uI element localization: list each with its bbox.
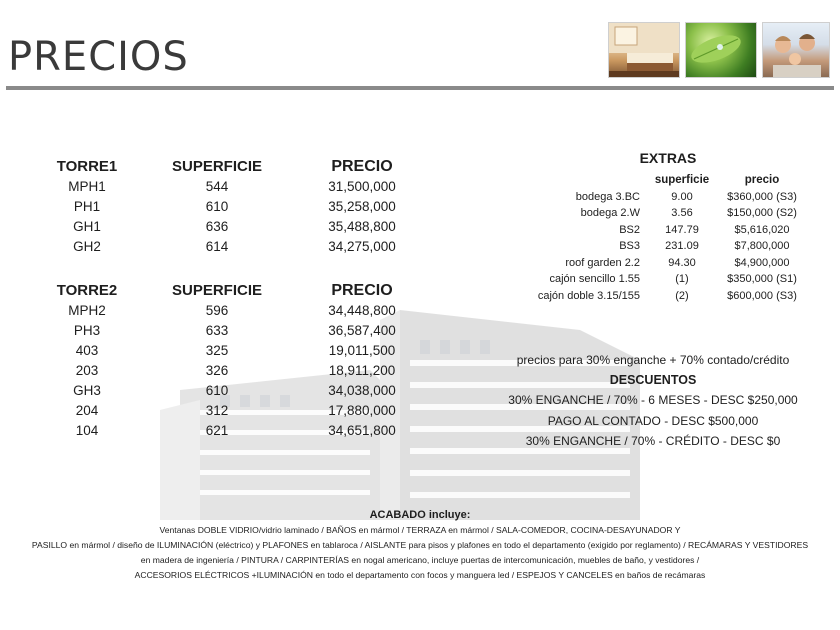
torre1-precio: 35,488,800 xyxy=(328,219,396,234)
extra-precio: $350,000 (S1) xyxy=(727,273,797,286)
torre2-precio-column xyxy=(320,281,404,441)
list-item: 30% ENGANCHE / 70% - CRÉDITO - DESC $0 xyxy=(525,434,781,448)
extra-name: BS3 xyxy=(619,240,640,253)
extra-precio: $600,000 (S3) xyxy=(727,289,797,302)
torre1-precio: 31,500,000 xyxy=(328,179,396,194)
bedroom-photo xyxy=(608,22,680,78)
list-item: 30% ENGANCHE / 70% - 6 MESES - DESC $250,000 xyxy=(508,393,798,407)
extra-superficie: 231.09 xyxy=(665,240,699,253)
extra-name: bodega 2.W xyxy=(580,207,640,220)
extra-name: roof garden 2.2 xyxy=(565,256,640,269)
torre1-superficie: 614 xyxy=(205,239,229,254)
table-row xyxy=(516,222,810,239)
extras-header-row xyxy=(516,172,810,189)
torre2-unit: 104 xyxy=(75,423,99,438)
torre2-unit: PH3 xyxy=(73,323,101,338)
extra-superficie: (1) xyxy=(675,273,689,286)
torre2-superficie: 633 xyxy=(205,323,229,338)
table-row xyxy=(516,205,810,222)
torre1-superficie: 636 xyxy=(205,219,229,234)
extra-superficie: 147.79 xyxy=(665,223,699,236)
torre2-superficie: 621 xyxy=(205,423,229,438)
torre2-unit: 204 xyxy=(75,403,99,418)
extras-header-blank xyxy=(516,172,650,189)
torre2-precio: 19,011,500 xyxy=(328,343,396,358)
torre2-superficie: 596 xyxy=(205,303,229,318)
acabado-line: ACCESORIOS ELÉCTRICOS +ILUMINACIÓN en todo el departamento con focos y manguera led / ESPEJOS Y CANCELES en baños de recámaras xyxy=(134,570,706,580)
extras-precio-header: precio xyxy=(744,174,780,187)
table-row xyxy=(516,255,810,272)
torre1-unit: MPH1 xyxy=(68,179,106,194)
extra-superficie: 9.00 xyxy=(671,190,693,203)
torre2-precio: 18,911,200 xyxy=(328,363,396,378)
extra-superficie: (2) xyxy=(675,289,689,302)
acabado-line: PASILLO en mármol / diseño de ILUMINACIÓN (eléctrico) y PLAFONES en tablaroca / AISLANTE para pisos y plafones en todo el departamento (exigido por reglamento) / RECÁMARAS Y VESTIDORES xyxy=(31,540,809,550)
table-row xyxy=(516,288,810,305)
torre2-precio: 34,651,800 xyxy=(328,423,396,438)
torre1-header: TORRE1 xyxy=(56,158,118,175)
pricing-note: precios para 30% enganche + 70% contado/crédito xyxy=(516,353,790,367)
torre2-superficie: 325 xyxy=(205,343,229,358)
torre2-superficie-header: SUPERFICIE xyxy=(172,282,263,299)
torre1-precio: 34,275,000 xyxy=(328,239,396,254)
table-row xyxy=(516,189,810,206)
extra-precio: $4,900,000 xyxy=(734,256,790,269)
torre1-unit: GH1 xyxy=(73,219,101,234)
acabado-line: en madera de ingeniería / PINTURA / CARPINTERÍAS en nogal americano, incluye puertas de intercomunicación, muebles de baño, y vestidores / xyxy=(140,555,700,565)
torre2-precio-header: PRECIO xyxy=(331,282,393,299)
descuentos-list xyxy=(500,390,806,452)
torre1-precio-column xyxy=(320,157,404,257)
torre2-precio: 36,587,400 xyxy=(328,323,396,338)
torre1-superficie-column xyxy=(172,157,262,257)
extra-precio: $150,000 (S2) xyxy=(727,207,797,220)
extra-precio: $7,800,000 xyxy=(734,240,790,253)
page-title: PRECIOS xyxy=(8,34,189,80)
extra-superficie: 3.56 xyxy=(671,207,693,220)
torre2-unit: GH3 xyxy=(73,383,101,398)
torre1-precio: 35,258,000 xyxy=(328,199,396,214)
torre1-superficie: 610 xyxy=(205,199,229,214)
torre2-unit: 203 xyxy=(75,363,99,378)
bedroom-illustration xyxy=(609,23,679,77)
torre1-name-column xyxy=(52,157,122,257)
torre2-unit: 403 xyxy=(75,343,99,358)
torre1-superficie: 544 xyxy=(205,179,229,194)
torre2-superficie: 326 xyxy=(205,363,229,378)
torre2-unit: MPH2 xyxy=(68,303,106,318)
torre1-precio-header: PRECIO xyxy=(331,158,393,175)
extras-superficie-header: superficie xyxy=(654,174,710,187)
extra-name: cajón sencillo 1.55 xyxy=(549,273,640,286)
torre2-name-column xyxy=(52,281,122,441)
extra-name: cajón doble 3.15/155 xyxy=(537,289,640,302)
extra-name: bodega 3.BC xyxy=(575,190,640,203)
extra-precio: $360,000 (S3) xyxy=(727,190,797,203)
torre2-precio: 17,880,000 xyxy=(328,403,396,418)
descuentos-title: DESCUENTOS xyxy=(609,373,697,387)
torre1-superficie-header: SUPERFICIE xyxy=(172,158,263,175)
torre1-unit: GH2 xyxy=(73,239,101,254)
table-row xyxy=(516,238,810,255)
torre2-precio: 34,448,800 xyxy=(328,303,396,318)
leaf-illustration xyxy=(686,23,756,77)
extras-title: EXTRAS xyxy=(639,150,697,166)
extra-name: BS2 xyxy=(619,223,640,236)
table-row xyxy=(516,271,810,288)
torre2-precio: 34,038,000 xyxy=(328,383,396,398)
extra-superficie: 94.30 xyxy=(668,256,696,269)
title-rule xyxy=(6,86,834,90)
extras-table xyxy=(516,172,810,304)
torre2-superficie: 610 xyxy=(205,383,229,398)
torre1-unit: PH1 xyxy=(73,199,101,214)
leaf-photo xyxy=(685,22,757,78)
torre2-superficie: 312 xyxy=(205,403,229,418)
list-item: PAGO AL CONTADO - DESC $500,000 xyxy=(547,413,759,428)
acabado-title: ACABADO incluye: xyxy=(369,509,471,521)
acabado-section xyxy=(0,508,840,583)
acabado-line: Ventanas DOBLE VIDRIO/vidrio laminado / BAÑOS en mármol / TERRAZA en mármol / SALA-COMEDOR, COCINA-DESAYUNADOR Y xyxy=(159,525,681,535)
torre2-header: TORRE2 xyxy=(56,282,118,299)
extra-precio: $5,616,020 xyxy=(734,223,790,236)
torre2-superficie-column xyxy=(172,281,262,441)
family-illustration xyxy=(763,23,829,77)
family-photo xyxy=(762,22,830,78)
